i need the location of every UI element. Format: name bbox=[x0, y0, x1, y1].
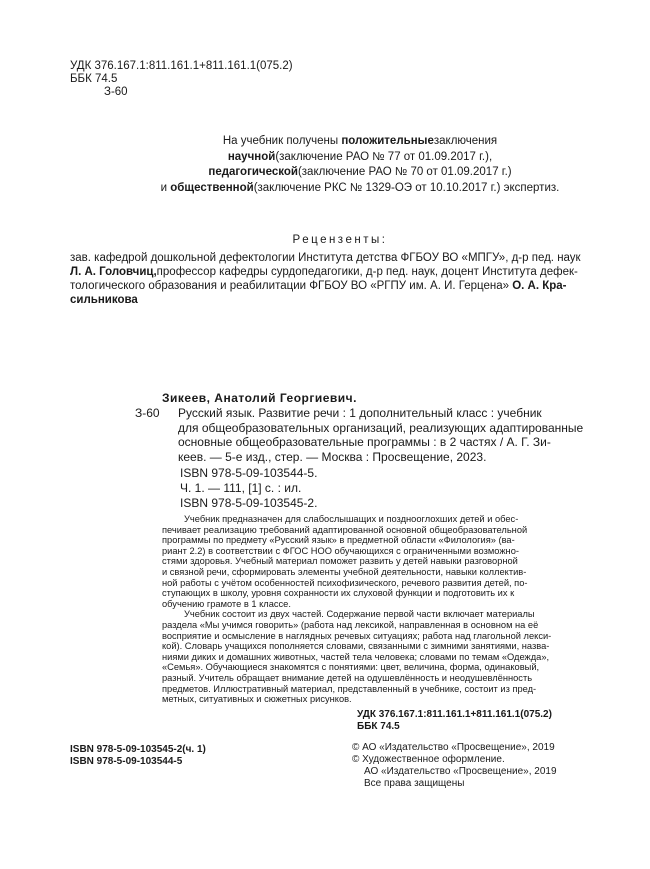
isbn-line: ISBN 978-5-09-103544-5 bbox=[70, 755, 183, 767]
approvals-line bbox=[130, 150, 590, 166]
bbk-code: ББК 74.5 bbox=[70, 73, 118, 85]
catalog-description bbox=[178, 406, 583, 464]
text: и bbox=[160, 181, 171, 194]
bold-text: сильникова bbox=[70, 294, 138, 306]
abstract-line: раздела «Мы учимся говорить» (работа над лексикой, направленная в основном на её bbox=[162, 619, 539, 630]
bold-text: Л. А. Головчиц, bbox=[70, 266, 157, 278]
isbn-line: ISBN 978-5-09-103545-2. bbox=[180, 496, 318, 510]
text: профессор кафедры сурдопедагогики, д-р пед. наук, доцент Института дефек- bbox=[156, 266, 578, 278]
reviewers-title: Рецензенты: bbox=[292, 234, 388, 246]
abstract-line: обучению грамоте в 1 классе. bbox=[162, 598, 291, 609]
reviewers-line bbox=[70, 279, 581, 293]
catalog-line: для общеобразовательных организаций, реализующих адаптированные bbox=[178, 420, 584, 435]
catalog-author: Зикеев, Анатолий Георгиевич. bbox=[162, 391, 357, 405]
reviewers-text bbox=[70, 251, 581, 307]
abstract-line: предметов. Иллюстративный материал, представленный в учебнике, состоит из пред- bbox=[162, 683, 537, 694]
catalog-line: кеев. — 5-е изд., стер. — Москва : Просвещение, 2023. bbox=[178, 449, 487, 464]
text: заключения bbox=[433, 135, 498, 147]
abstract-line: «Семья». Обучающиеся знакомятся с понятиями: цвет, величина, форма, одинаковый, bbox=[162, 662, 540, 673]
abstract-line: риант 2.2) в соответствии с ФГОС НОО обучающихся с ограниченными возможно- bbox=[162, 545, 519, 556]
approvals-note bbox=[130, 134, 590, 196]
catalog-isbns bbox=[180, 466, 317, 511]
isbn-line: ISBN 978-5-09-103544-5. bbox=[180, 466, 318, 480]
copyright-block bbox=[352, 742, 557, 790]
abstract-line: метных, ситуативных и сюжетных рисунков. bbox=[162, 694, 352, 705]
text: зав. кафедрой дошкольной дефектологии Института детства ФГБОУ ВО «МПГУ», д-р пед. наук bbox=[70, 252, 581, 264]
abstract-line: ступающих в школу, уровня сохранности их слуховой функции и подготовить их к bbox=[162, 588, 515, 599]
bbk-code: ББК 74.5 bbox=[357, 721, 400, 732]
author-sign: З-60 bbox=[104, 86, 128, 98]
abstract-line: Учебник состоит из двух частей. Содержание первой части включает материалы bbox=[184, 609, 535, 620]
copyright-line: АО «Издательство «Просвещение», 2019 bbox=[364, 766, 557, 777]
approvals-line bbox=[130, 134, 590, 150]
abstract-line: разный. Учитель обращает внимание детей на одушевлённость и неодушевлённость bbox=[162, 672, 533, 683]
abstract-line: ной работы с учётом особенностей психофизического, речевого развития детей, по- bbox=[162, 577, 528, 588]
bold-text: педагогической bbox=[208, 166, 298, 178]
catalog-line: основные общеобразовательные программы : в 2 частях / А. Г. Зи- bbox=[178, 435, 551, 449]
text: На учебник получены bbox=[222, 135, 342, 147]
udk-code: УДК 376.167.1:811.161.1+811.161.1(075.2) bbox=[357, 709, 552, 720]
classification-codes bbox=[70, 60, 293, 99]
udk-code: УДК 376.167.1:811.161.1+811.161.1(075.2) bbox=[70, 60, 293, 72]
abstract-line: программы по предмету «Русский язык» в предметной области «Филология» (ва- bbox=[162, 535, 515, 546]
reviewers-line bbox=[70, 293, 581, 307]
text: (заключение РКС № 1329-ОЭ от 10.10.2017 г.) экспертиз. bbox=[253, 181, 560, 194]
abstract-line: печивает реализацию требований адаптированной основной общеобразовательной bbox=[162, 524, 528, 535]
text: тологического образования и реабилитации ФГБОУ ВО «РГПУ им. А. И. Герцена» bbox=[70, 280, 513, 292]
abstract-line: и связной речи, сформировать элементы учебной деятельности, навыки коллектив- bbox=[162, 566, 527, 577]
bold-text: О. А. Кра- bbox=[512, 280, 567, 292]
abstract-line: ниями диких и домашних животных, частей тела человека; словами по темам «Одежда», bbox=[162, 651, 550, 662]
pages-line: Ч. 1. — 111, [1] с. : ил. bbox=[180, 481, 302, 495]
isbn-line: ISBN 978-5-09-103545-2(ч. 1) bbox=[70, 744, 206, 755]
bold-text: общественной bbox=[170, 181, 254, 194]
catalog-code: З-60 bbox=[135, 406, 160, 420]
text: (заключение РАО № 77 от 01.09.2017 г.), bbox=[275, 150, 493, 163]
copyright-line: © АО «Издательство «Просвещение», 2019 bbox=[352, 742, 555, 753]
approvals-line bbox=[130, 165, 590, 181]
abstract-line: стями здоровья. Учебный материал поможет развить у детей навыки разговорной bbox=[162, 556, 518, 567]
text: (заключение РАО № 70 от 01.09.2017 г.) bbox=[297, 166, 512, 178]
copyright-line: Все права защищены bbox=[364, 778, 465, 789]
bold-text: научной bbox=[227, 150, 276, 163]
abstract-line: восприятие и осмысление в наглядных речевых ситуациях; работа над глагольной лекси- bbox=[162, 630, 552, 641]
catalog-line: Русский язык. Развитие речи : 1 дополнительный класс : учебник bbox=[178, 406, 542, 420]
classification-codes-bottom bbox=[357, 709, 552, 733]
bold-text: положительные bbox=[341, 135, 434, 147]
copyright-line: © Художественное оформление. bbox=[352, 754, 505, 765]
abstract-line: кой). Словарь учащихся пополняется словами, связанными с зимними занятиями, назва- bbox=[162, 641, 550, 652]
abstract-line: Учебник предназначен для слабослышащих и позднооглохших детей и обес- bbox=[184, 514, 519, 524]
isbn-block bbox=[70, 744, 206, 767]
reviewers-line bbox=[70, 265, 581, 279]
reviewers-line bbox=[70, 251, 581, 265]
approvals-line bbox=[130, 181, 590, 197]
abstract bbox=[162, 514, 551, 705]
